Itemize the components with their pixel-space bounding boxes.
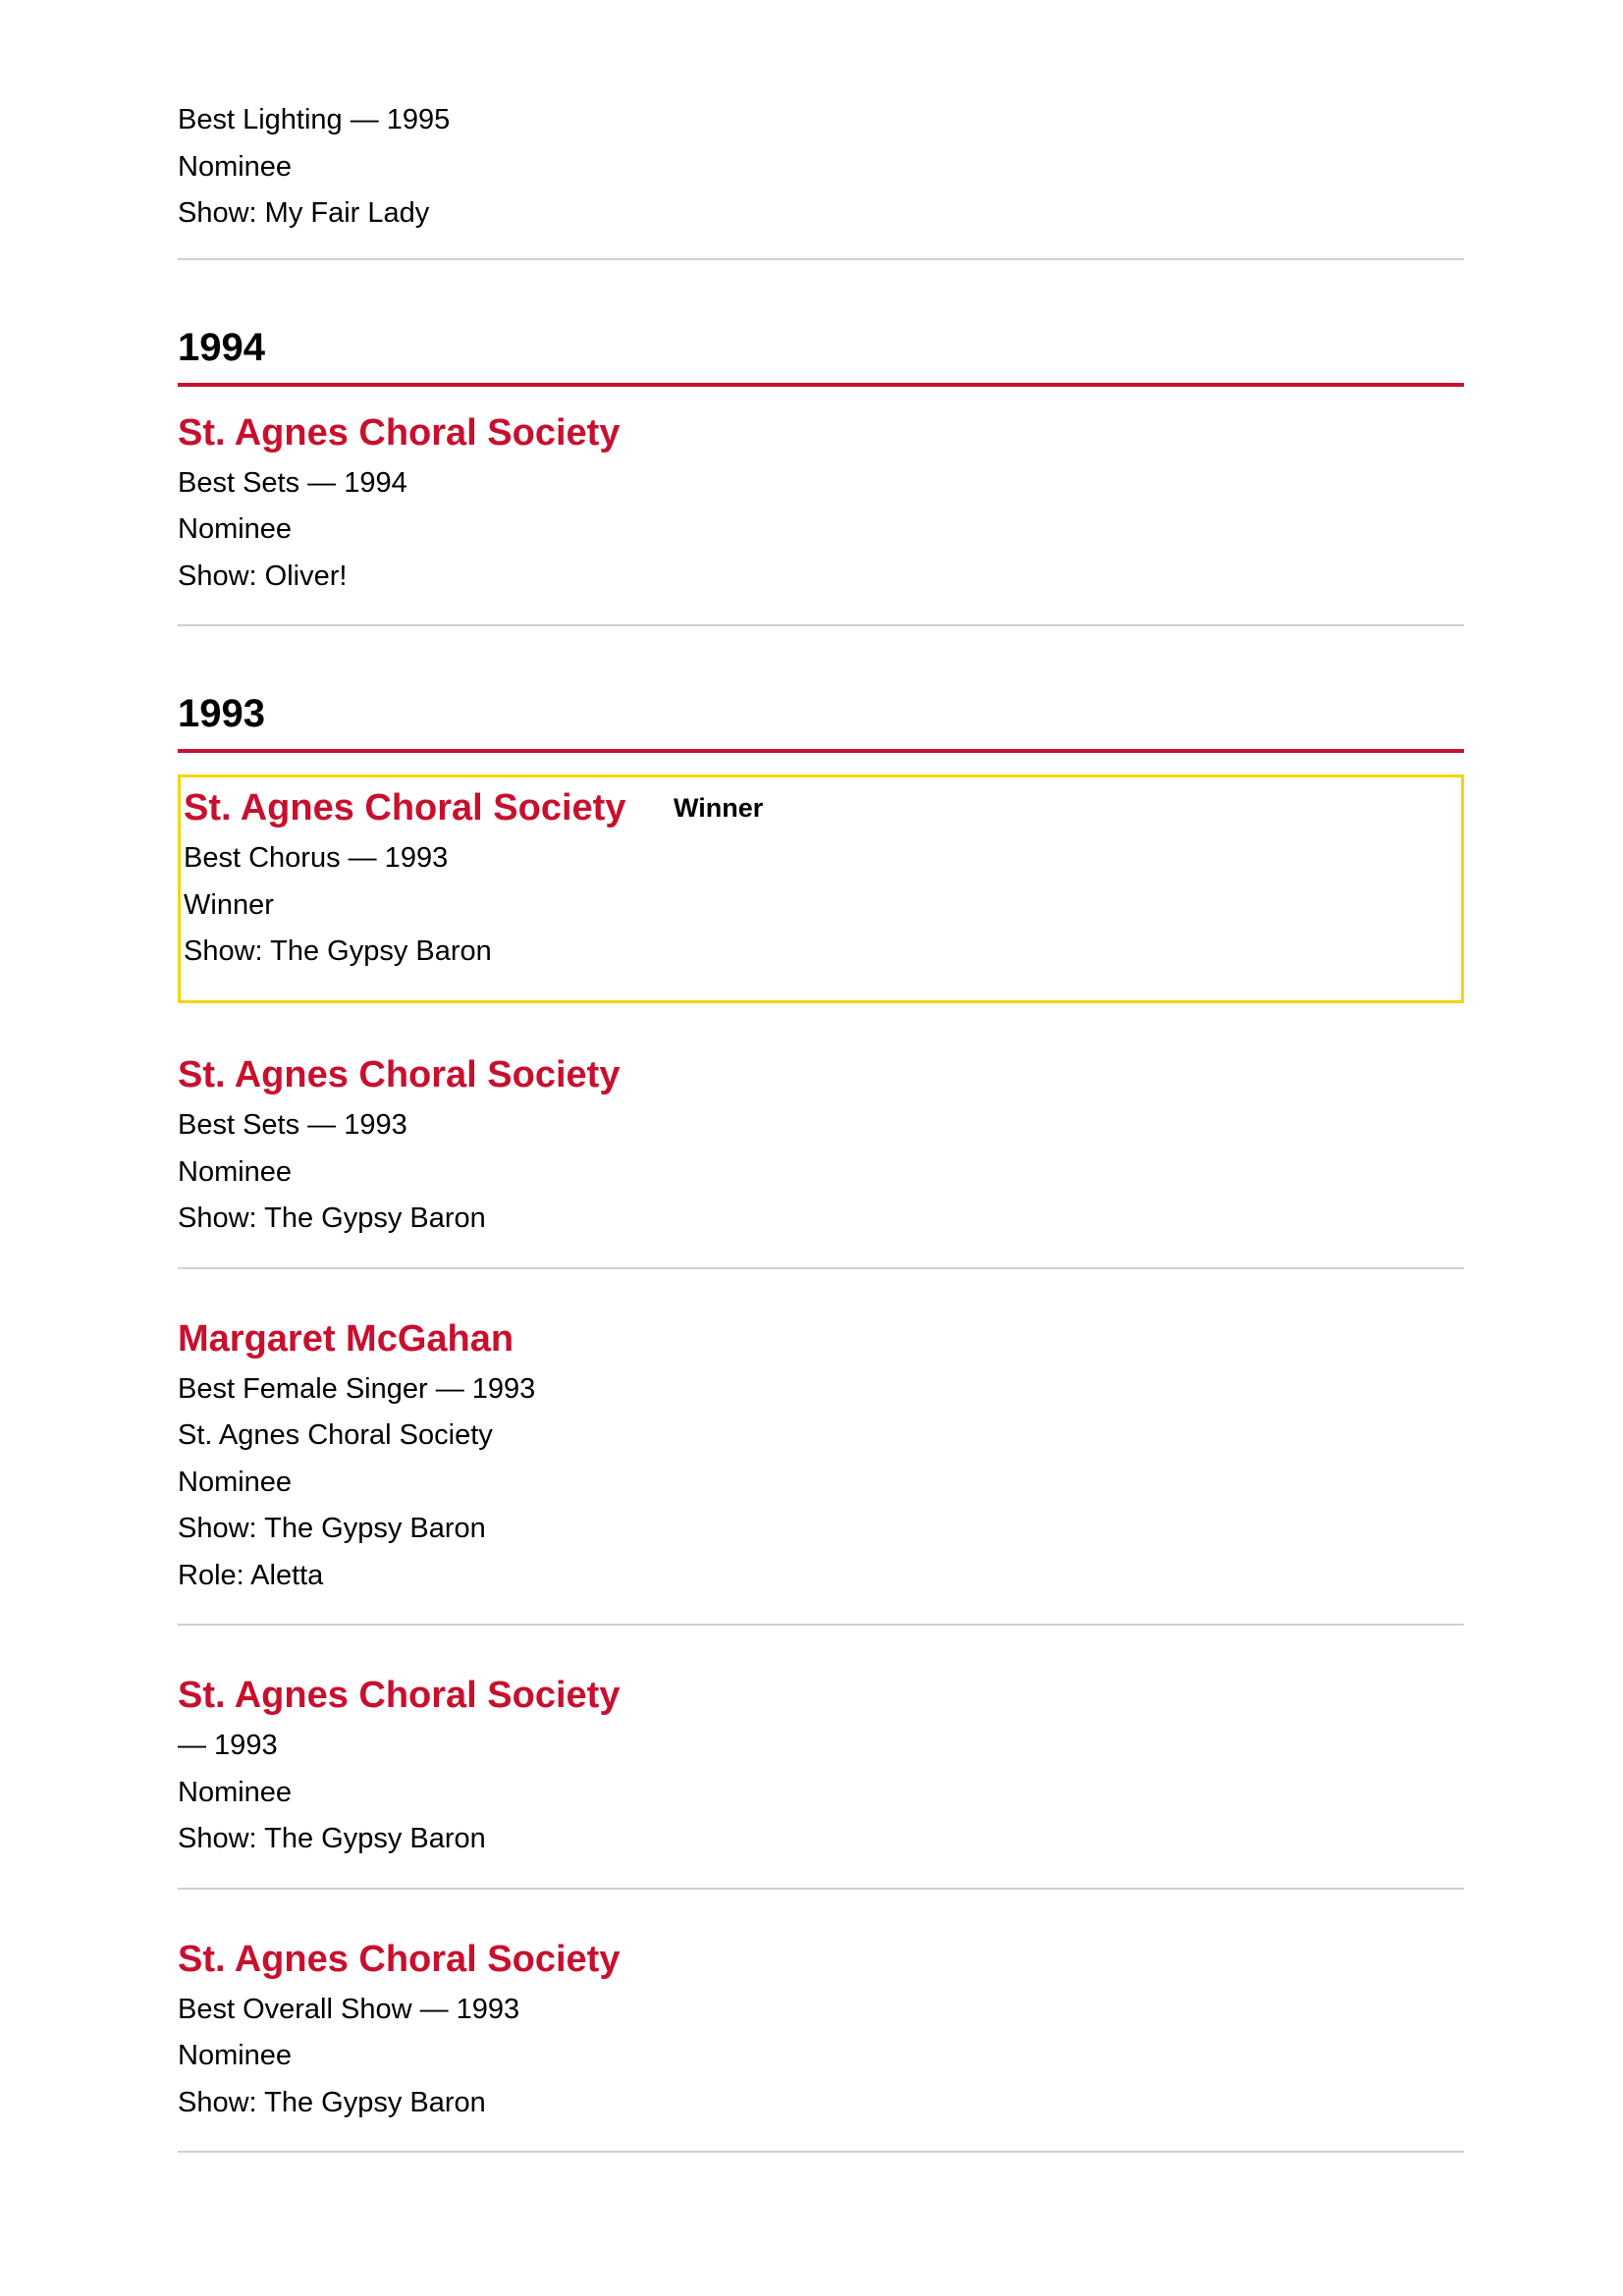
- award-status: Nominee: [178, 1776, 293, 1808]
- entry-divider: [178, 1267, 1464, 1269]
- entry-divider: [178, 1888, 1464, 1890]
- award-entry: [178, 1048, 1464, 1243]
- entry-name-row: [184, 781, 1461, 835]
- entry-name-link[interactable]: St. Agnes Choral Society: [178, 1675, 621, 1716]
- entry-name-link[interactable]: St. Agnes Choral Society: [184, 787, 626, 828]
- award-category: Best Chorus — 1993: [184, 842, 449, 874]
- entry-divider: [178, 258, 1464, 260]
- awards-page: [178, 0, 1464, 2153]
- award-category: Best Female Singer — 1993: [178, 1372, 536, 1405]
- award-show: Show: The Gypsy Baron: [184, 935, 492, 967]
- award-show: Show: My Fair Lady: [178, 197, 430, 229]
- award-entry: [178, 1312, 1464, 1600]
- award-entry: [178, 97, 1464, 238]
- award-company: St. Agnes Choral Society: [178, 1419, 493, 1451]
- entry-name-link[interactable]: St. Agnes Choral Society: [178, 411, 621, 454]
- award-status: Nominee: [178, 1466, 293, 1498]
- award-status: Nominee: [178, 150, 293, 183]
- entry-name-link[interactable]: St. Agnes Choral Society: [178, 1938, 621, 1980]
- entry-divider: [178, 624, 1464, 626]
- year-heading-1993: 1993: [178, 688, 1464, 753]
- award-status: Nominee: [178, 2040, 293, 2071]
- award-entry: [178, 406, 1464, 601]
- award-entry: [178, 1933, 1464, 2127]
- award-role: Role: Aletta: [178, 1559, 324, 1591]
- winner-badge: Winner: [674, 793, 764, 823]
- award-show: Show: Oliver!: [178, 560, 348, 592]
- award-status: Nominee: [178, 1155, 293, 1188]
- year-heading-1994: 1994: [178, 322, 1464, 387]
- winner-entry: [178, 774, 1464, 1003]
- entry-divider: [178, 2151, 1464, 2153]
- award-show: Show: The Gypsy Baron: [178, 1513, 486, 1544]
- award-status: Winner: [184, 888, 274, 921]
- entry-divider: [178, 1624, 1464, 1626]
- award-show: Show: The Gypsy Baron: [178, 2086, 486, 2118]
- award-status: Nominee: [178, 513, 293, 545]
- award-show: Show: The Gypsy Baron: [178, 1823, 486, 1854]
- award-entry: [178, 1669, 1464, 1863]
- award-category: — 1993: [178, 1730, 278, 1761]
- award-category: Best Overall Show — 1993: [178, 1993, 520, 2025]
- entry-name-link[interactable]: St. Agnes Choral Society: [178, 1054, 621, 1095]
- award-category: Best Sets — 1993: [178, 1109, 407, 1141]
- entry-name-link[interactable]: Margaret McGahan: [178, 1317, 514, 1360]
- award-category: Best Sets — 1994: [178, 466, 407, 499]
- award-category: Best Lighting — 1995: [178, 104, 451, 135]
- award-show: Show: The Gypsy Baron: [178, 1202, 486, 1234]
